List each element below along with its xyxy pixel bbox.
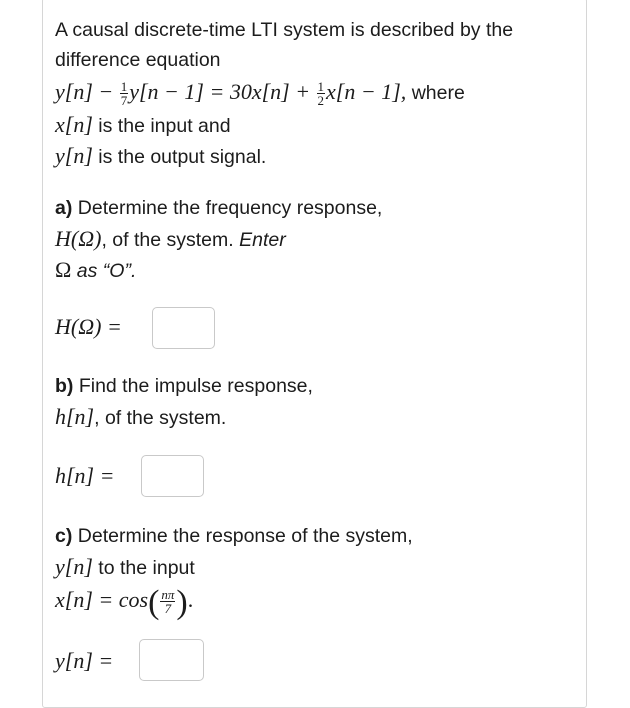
intro-text-2: difference equation	[55, 49, 221, 71]
eq-y-n: y[n] −	[55, 79, 119, 104]
input-end: .	[187, 587, 194, 612]
frac-denominator: 7	[120, 93, 128, 108]
y-description: is the output signal.	[92, 146, 267, 168]
difference-equation	[55, 79, 465, 107]
eq-y-n-1: y[n − 1] = 30x[n] +	[129, 79, 316, 104]
eq-frac-1-7	[120, 80, 129, 107]
eq-frac-1-2	[317, 80, 326, 107]
part-c-text-2: to the input	[92, 557, 195, 579]
open-paren: (	[148, 584, 160, 621]
part-b-line-1	[55, 373, 313, 399]
close-paren: )	[176, 584, 188, 621]
part-a-line-3	[55, 257, 136, 284]
eq-where: where	[406, 82, 465, 104]
part-c-line-1	[55, 523, 413, 549]
input-frac	[160, 588, 175, 615]
x-symbol: x[n]	[55, 112, 93, 137]
part-a-text-2: , of the system.	[101, 229, 240, 251]
part-a-text-1: Determine the frequency response,	[72, 197, 383, 219]
part-b-text-2: , of the system.	[94, 407, 227, 429]
h-n-equals: h[n] =	[55, 463, 115, 488]
part-a-line-2	[55, 226, 286, 253]
frac-numerator: 1	[317, 79, 325, 94]
as-o-text: as “O”.	[71, 260, 137, 282]
answer-input-H-omega[interactable]	[152, 307, 215, 349]
part-c-label: c)	[55, 525, 73, 547]
part-c-text-1: Determine the response of the system,	[72, 525, 413, 547]
part-a-line-1	[55, 195, 382, 221]
y-n-equals: y[n] =	[55, 648, 114, 673]
intro-text-1: A causal discrete-time LTI system is described by the	[55, 19, 514, 41]
H-omega-symbol: H(Ω)	[55, 226, 102, 251]
part-b-label: b)	[55, 375, 74, 397]
intro-line-2	[55, 47, 221, 73]
h-n-symbol: h[n]	[55, 404, 95, 429]
eq-x-n-1: x[n − 1],	[326, 79, 407, 104]
part-b-answer-label	[55, 463, 114, 490]
part-a-answer-label	[55, 314, 122, 341]
x-description: is the input and	[92, 115, 231, 137]
part-c-answer-label	[55, 648, 113, 675]
part-c-line-2	[55, 554, 195, 581]
enter-word: Enter	[239, 229, 286, 251]
input-lhs: x[n] = cos	[55, 587, 149, 612]
part-c-input-signal	[55, 584, 194, 621]
frac-denominator: 2	[317, 93, 325, 108]
intro-output-line	[55, 143, 266, 170]
intro-line-1	[55, 17, 513, 43]
answer-input-y-n[interactable]	[139, 639, 204, 681]
y-symbol: y[n]	[55, 143, 93, 168]
part-b-line-2	[55, 404, 226, 431]
part-a-label: a)	[55, 197, 73, 219]
frac-numerator: nπ	[161, 587, 175, 602]
intro-input-line	[55, 112, 231, 139]
omega-symbol: Ω	[55, 257, 72, 282]
answer-input-h-n[interactable]	[141, 455, 204, 497]
H-omega-equals: H(Ω) =	[55, 314, 122, 339]
frac-numerator: 1	[120, 79, 128, 94]
question-card	[42, 0, 587, 708]
y-n-symbol: y[n]	[55, 554, 93, 579]
part-b-text-1: Find the impulse response,	[73, 375, 313, 397]
frac-denominator: 7	[164, 601, 172, 616]
